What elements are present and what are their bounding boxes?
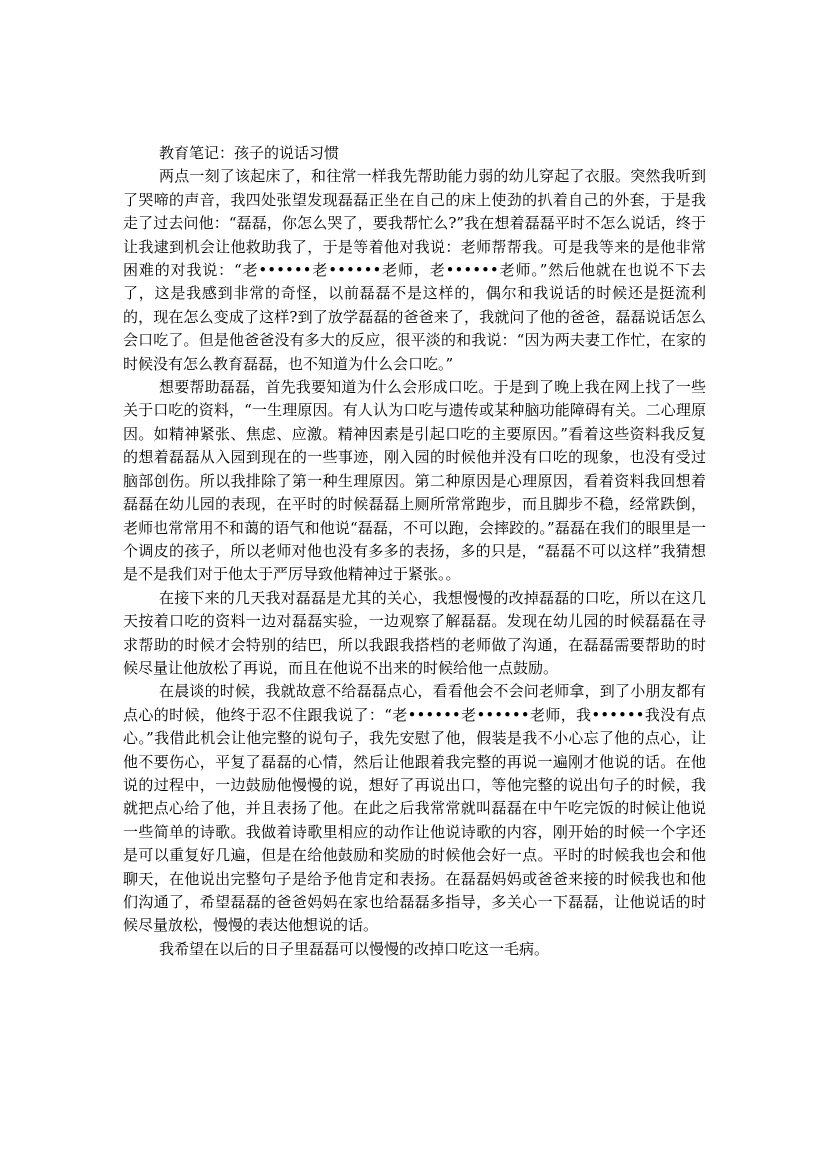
document-page xyxy=(123,142,706,961)
paragraph-1: 两点一刻了该起床了，和往常一样我先帮助能力弱的幼儿穿起了衣服。突然我听到了哭啼的声音，我四处张望发现磊磊正坐在自己的床上使劲的扒着自己的外套，于是我走了过去问他：“磊磊，你怎么哭了，要我帮忙么?”我在想着磊磊平时不怎么说话，终于让我逮到机会让他救助我了，于是等着他对我说：老师帮帮我。可是我等来的是他非常困难的对我说：“老••••••老••••••老师，老••••••老师。”然后他就在也说不下去了，这是我感到非常的奇怪，以前磊磊不是这样的，偶尔和我说话的时候还是挺流利的，现在怎么变成了这样?到了放学磊磊的爸爸来了，我就问了他的爸爸，磊磊说话怎么会口吃了。但是他爸爸没有多大的反应，很平淡的和我说：“因为两夫妻工作忙，在家的时候没有怎么教育磊磊，也不知道为什么会口吃。” xyxy=(123,167,706,373)
paragraph-3: 在接下来的几天我对磊磊是尤其的关心，我想慢慢的改掉磊磊的口吃，所以在这几天按着口吃的资料一边对磊磊实验，一边观察了解磊磊。发现在幼儿园的时候磊磊在寻求帮助的时候才会特别的结巴，所以我跟我搭档的老师做了沟通，在磊磊需要帮助的时候尽量让他放松了再说，而且在他说不出来的时候给他一点鼓励。 xyxy=(123,588,706,677)
document-title: 教育笔记：孩子的说话习惯 xyxy=(159,144,340,162)
paragraph-2: 想要帮助磊磊，首先我要知道为什么会形成口吃。于是到了晚上我在网上找了一些关于口吃的资料，“一生理原因。有人认为口吃与遗传或某种脑功能障碍有关。二心理原因。如精神紧张、焦虑、应激。精神因素是引起口吃的主要原因。”看着这些资料我反复的想着磊磊从入园到现在的一些事迹，刚入园的时候他并没有口吃的现象，也没有受过脑部创伤。所以我排除了第一种生理原因。第二种原因是心理原因，看着资料我回想着磊磊在幼儿园的表现，在平时的时候磊磊上厕所常常跑步，而且脚步不稳，经常跌倒，老师也常常用不和蔼的语气和他说“磊磊，不可以跑，会摔跤的。”磊磊在我们的眼里是一个调皮的孩子，所以老师对他也没有多多的表扬，多的只是，“磊磊不可以这样”我猜想是不是我们对于他太于严厉导致他精神过于紧张。。 xyxy=(123,378,706,584)
paragraph-4: 在晨谈的时候，我就故意不给磊磊点心，看看他会不会问老师拿，到了小朋友都有点心的时候，他终于忍不住跟我说了：“老••••••老••••••老师，我••••••我没有点心。”我借此机会让他完整的说句子，我先安慰了他，假装是我不小心忘了他的点心，让他不要伤心，平复了磊磊的心情，然后让他跟着我完整的再说一遍刚才他说的话。在他说的过程中，一边鼓励他慢慢的说，想好了再说出口，等他完整的说出句子的时候，我就把点心给了他，并且表扬了他。在此之后我常常就叫磊磊在中午吃完饭的时候让他说一些简单的诗歌。我做着诗歌里相应的动作让他说诗歌的内容，刚开始的时候一个字还是可以重复好几遍，但是在给他鼓励和奖励的时候他会好一点。平时的时候我也会和他聊天，在他说出完整句子是给予他肯定和表扬。在磊磊妈妈或爸爸来接的时候我也和他们沟通了，希望磊磊的爸爸妈妈在家也给磊磊多指导，多关心一下磊磊，让他说话的时候尽量放松，慢慢的表达他想说的话。 xyxy=(123,682,706,935)
paragraph-5: 我希望在以后的日子里磊磊可以慢慢的改掉口吃这一毛病。 xyxy=(159,939,550,958)
